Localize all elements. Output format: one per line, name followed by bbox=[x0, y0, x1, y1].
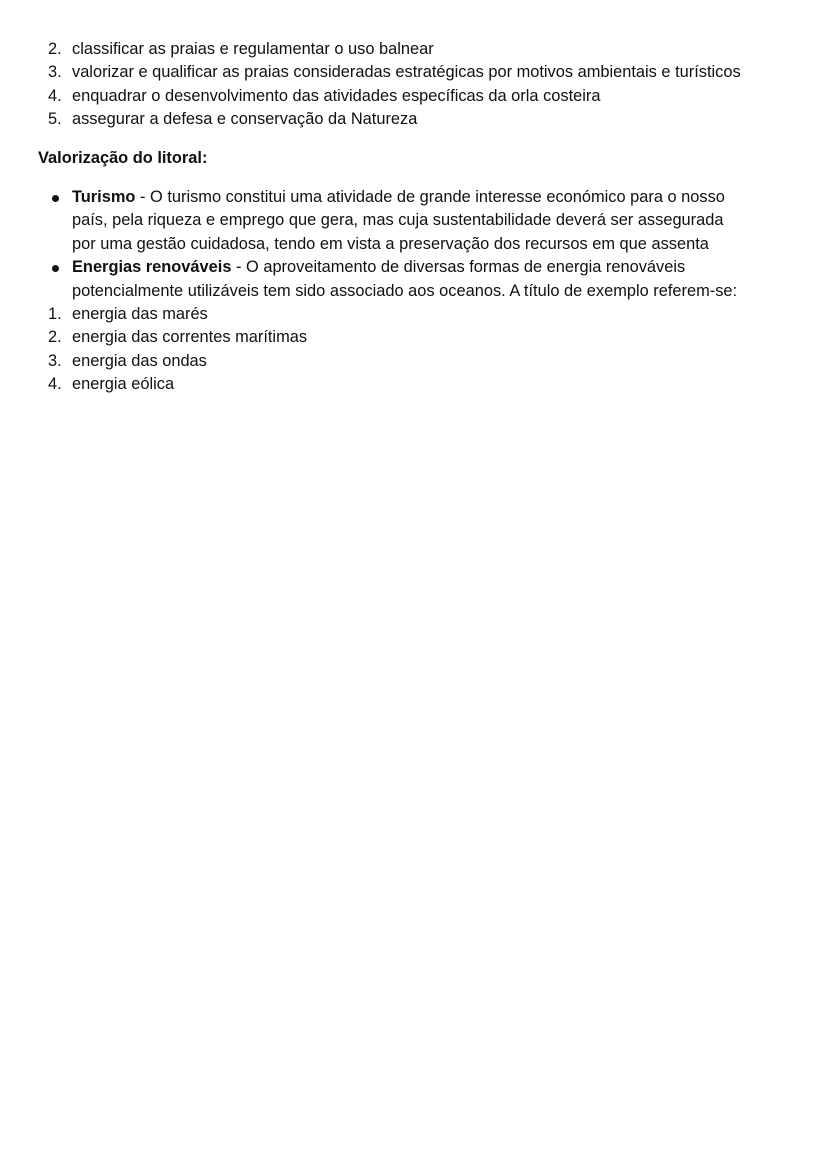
list-number: 3. bbox=[48, 63, 62, 82]
list-item bbox=[0, 326, 828, 349]
bullet-item-turismo bbox=[0, 186, 828, 256]
list-item-text: energia das correntes marítimas bbox=[72, 328, 308, 347]
bullet-item-energias bbox=[0, 256, 828, 303]
list-number: 1. bbox=[48, 304, 62, 323]
bullet-term: Turismo bbox=[72, 187, 136, 206]
list-item-text: classificar as praias e regulamentar o uso balnear bbox=[72, 40, 434, 58]
list-item bbox=[0, 108, 828, 131]
document-page bbox=[0, 38, 828, 396]
energy-list bbox=[0, 303, 828, 397]
list-number: 4. bbox=[48, 375, 62, 394]
bullet-line: por uma gestão cuidadosa, tendo em vista a preservação dos recursos em que assenta bbox=[72, 234, 709, 253]
bullet-dot-icon bbox=[52, 265, 59, 272]
list-item-text: enquadrar o desenvolvimento das atividades específicas da orla costeira bbox=[72, 86, 601, 105]
list-number: 4. bbox=[48, 86, 62, 105]
list-item bbox=[0, 85, 828, 108]
list-item bbox=[0, 303, 828, 326]
list-item bbox=[0, 373, 828, 396]
bullet-line: potencialmente utilizáveis tem sido associado aos oceanos. A título de exemplo referem-se: bbox=[72, 281, 738, 300]
bullet-line: país, pela riqueza e emprego que gera, mas cuja sustentabilidade deverá ser assegurada bbox=[72, 211, 724, 230]
list-item-text: energia eólica bbox=[72, 375, 175, 394]
list-item bbox=[0, 61, 828, 84]
bullet-text: - O turismo constitui uma atividade de grande interesse económico para o nosso bbox=[135, 187, 725, 206]
list-item-text: valorizar e qualificar as praias consideradas estratégicas por motivos ambientais e turísticos bbox=[72, 63, 741, 82]
list-number: 3. bbox=[48, 351, 62, 370]
list-number: 5. bbox=[48, 110, 62, 129]
list-number: 2. bbox=[48, 40, 62, 58]
list-item bbox=[0, 38, 828, 61]
bullet-list bbox=[0, 186, 828, 303]
bullet-line bbox=[72, 256, 788, 279]
section-heading: Valorização do litoral: bbox=[38, 148, 208, 167]
list-item bbox=[0, 350, 828, 373]
list-item-text: assegurar a defesa e conservação da Natureza bbox=[72, 110, 418, 129]
bullet-line bbox=[72, 186, 788, 209]
list-item-text: energia das marés bbox=[72, 304, 208, 323]
bullet-dot-icon bbox=[52, 195, 59, 202]
objectives-list bbox=[0, 38, 828, 132]
bullet-term: Energias renováveis bbox=[72, 258, 232, 277]
list-item-text: energia das ondas bbox=[72, 351, 207, 370]
list-number: 2. bbox=[48, 328, 62, 347]
bullet-text: - O aproveitamento de diversas formas de energia renováveis bbox=[231, 258, 686, 277]
